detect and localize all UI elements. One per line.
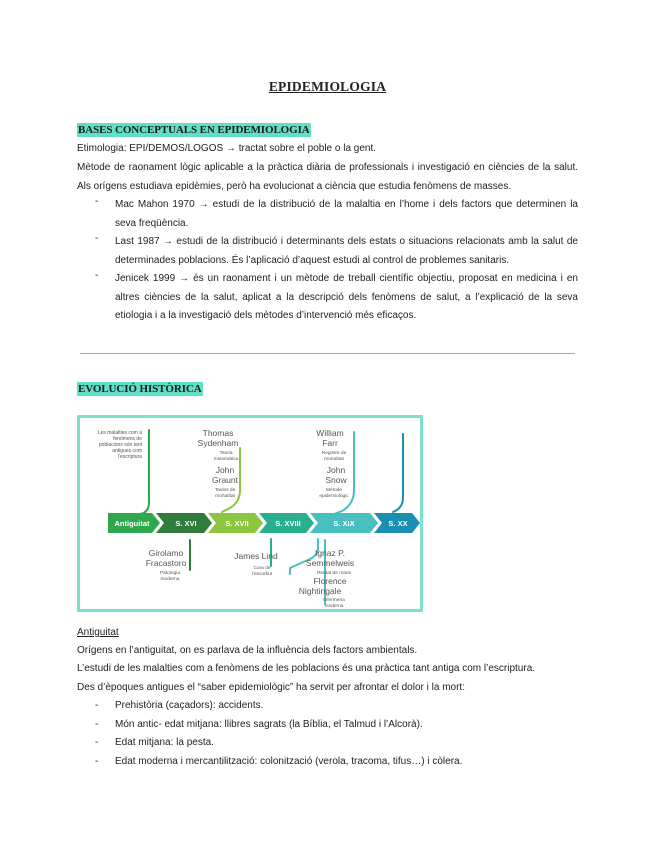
antiguitat-line-3: Des d’èpoques antigues el “saber epidemiològic” ha servit per afrontar el dolor i la mort: — [77, 682, 465, 693]
antiguitat-line-1: Orígens en l’antiguitat, on es parlava de la influència dels factors ambientals. — [77, 645, 418, 656]
note-lind: l’escorbut — [251, 572, 273, 577]
bullet-dash: - — [95, 270, 99, 281]
bullet-dash: - — [95, 196, 99, 207]
name-sydenham: Sydenham — [197, 438, 239, 448]
note-snow: Mètode — [326, 488, 342, 493]
note-graunt: Taules de — [214, 488, 236, 493]
bullet-last: Last 1987 → estudi de la distribució i determinants dels estats o situacions relacionats amb la salut de determinades poblacions. És l’aplicació d’aquest estudi al control de problemes sanitaris. — [115, 236, 578, 266]
note-snow: epidemiològic — [319, 494, 349, 499]
note-nightingale: moderna — [324, 604, 344, 609]
intro-paragraph: Mètode de raonament lògic aplicable a la pràctica diària de professionals i investigació en ciències de la salut. Als orígens estudiava epidèmies, però ha evolucionat a ciència que estudia fenòmens de masses. — [77, 162, 578, 192]
name-semmelweis: Semmelweis — [305, 558, 355, 568]
note-graunt: mortalitat — [215, 494, 235, 499]
note-sydenham: miasmàtica — [213, 457, 239, 462]
note-farr: Registre de — [321, 451, 347, 456]
note-fracastoro: Patologia — [159, 571, 181, 576]
section-heading-evolucio: EVOLUCIÓ HISTÒRICA — [78, 383, 202, 395]
name-fracastoro: Girolamo — [148, 548, 184, 558]
name-nightingale: Florence — [313, 576, 347, 586]
name-graunt: Graunt — [212, 475, 238, 485]
segment-label: S. XVIII — [275, 519, 301, 528]
page-title: EPIDEMIOLOGIA — [268, 79, 387, 94]
name-sydenham: Thomas — [202, 428, 234, 438]
note-antiguitat: fenòmens de — [113, 436, 142, 442]
bullet-edat-moderna: Edat moderna i mercantilització: colonització (verola, tracoma, tifus…) i còlera. — [115, 756, 463, 767]
segment-label: S. XX — [388, 519, 408, 528]
name-snow: John — [326, 465, 346, 475]
name-farr: William — [316, 428, 344, 438]
bullet-edat-mitjana: Edat mitjana: la pesta. — [115, 737, 214, 748]
timeline-figure — [77, 415, 423, 612]
note-nightingale: Infermeria — [323, 598, 345, 603]
bullet-prehistoria: Prehistòria (caçadors): accidents. — [115, 700, 264, 711]
bullet-dash: - — [95, 700, 99, 711]
connector-xx — [393, 434, 403, 512]
name-semmelweis: Ignaz P. — [314, 548, 346, 558]
note-antiguitat: l’escriptura — [117, 454, 142, 460]
section-heading-bases: BASES CONCEPTUALS EN EPIDEMIOLOGIA — [78, 124, 310, 136]
note-antiguitat: poblacions són tant — [98, 442, 142, 448]
name-lind: James Lind — [234, 551, 278, 561]
antiguitat-line-2: L’estudi de les malalties com a fenòmens de les poblacions és una pràctica tant antiga com l’escriptura. — [77, 663, 536, 674]
note-antiguitat: antigues com — [112, 448, 142, 454]
bullet-mon-antic: Món antic- edat mitjana: llibres sagrats (la Bíblia, el Talmud i l’Alcorà). — [115, 719, 423, 730]
name-nightingale: Nightingale — [298, 586, 342, 596]
etymology-line: Etimologia: EPI/DEMOS/LOGOS → tractat sobre el poble o la gent. — [77, 143, 377, 154]
note-antiguitat: Les malalties com a — [97, 430, 142, 436]
name-graunt: John — [215, 465, 235, 475]
segment-label: S. XVII — [225, 519, 249, 528]
name-farr: Farr — [322, 438, 338, 448]
segment-label: S. XIX — [333, 519, 355, 528]
name-snow: Snow — [325, 475, 347, 485]
bullet-dash: - — [95, 233, 99, 244]
bullet-dash: - — [95, 719, 99, 730]
timeline-svg — [80, 418, 420, 609]
bullet-macmahon: Mac Mahon 1970 → estudi de la distribució de la malaltia en l’home i dels factors que determinen la seva freqüència. — [115, 199, 578, 229]
name-fracastoro: Fracastoro — [145, 558, 187, 568]
segment-label: Antiguitat — [114, 519, 150, 528]
note-sydenham: Teoria — [219, 451, 233, 456]
connector-semmelweis — [290, 539, 318, 574]
subheading-antiguitat: Antiguitat — [77, 627, 119, 638]
bullet-dash: - — [95, 756, 99, 767]
note-lind: Cura de — [253, 566, 271, 571]
horizontal-divider — [80, 353, 575, 354]
note-semmelweis: Rentat de mans — [317, 571, 351, 576]
note-fracastoro: moderna — [160, 577, 180, 582]
bullet-dash: - — [95, 737, 99, 748]
note-farr: mortalitat — [324, 457, 344, 462]
bullet-jenicek: Jenicek 1999 → és un raonament i un mètode de treball científic objectiu, proposat en medicina i en altres ciències de la salut, aplicat a la descripció dels fenòmens de salut, a l’explicació de la seva etiologia i a la investigació dels mètodes d’intervenció més eficaços. — [115, 273, 578, 321]
segment-label: S. XVI — [175, 519, 197, 528]
